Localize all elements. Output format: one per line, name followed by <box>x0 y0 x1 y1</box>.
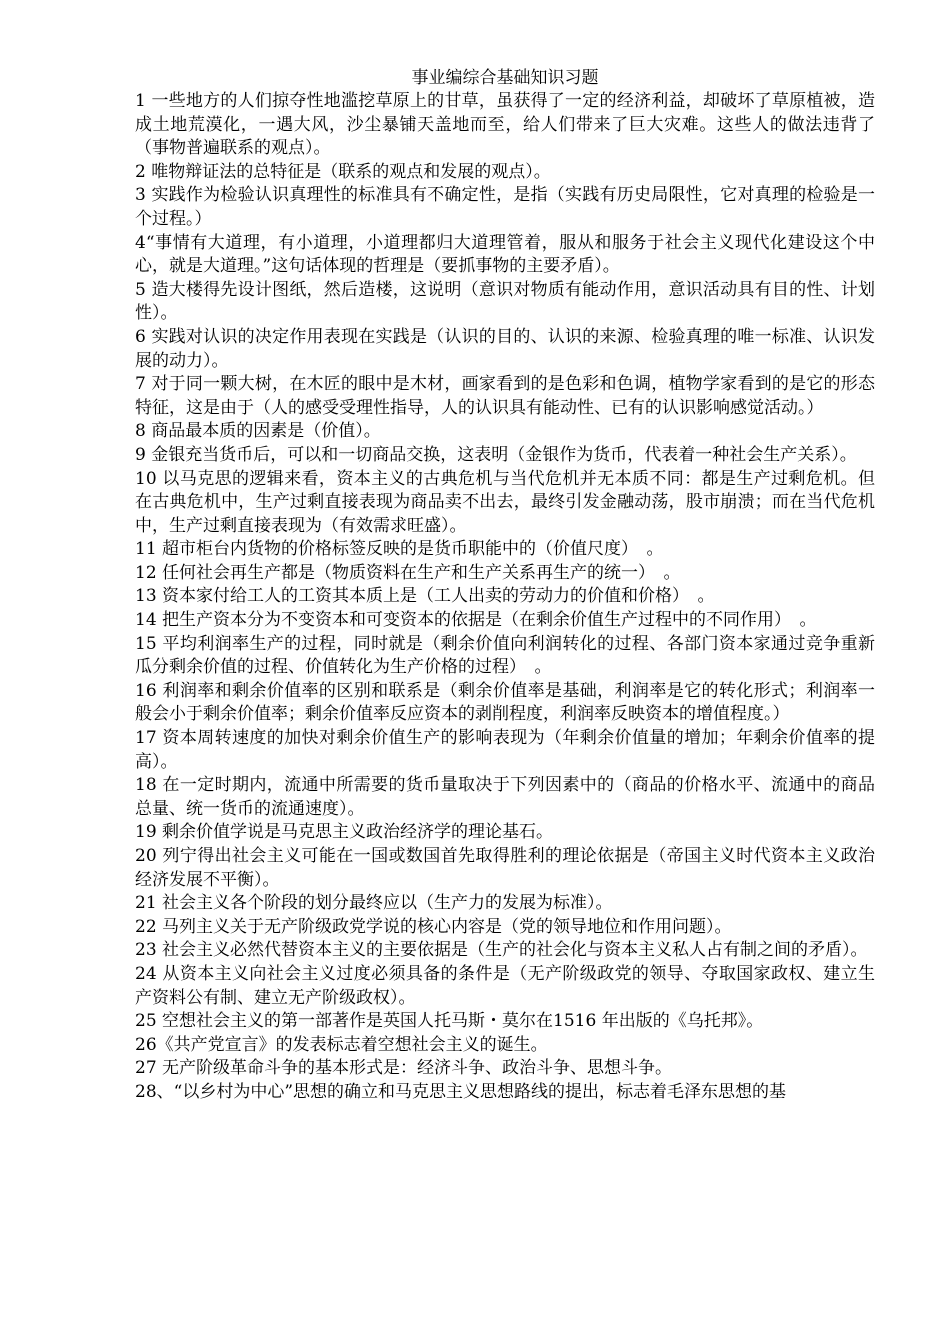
question-12: 12 任何社会再生产都是（物质资料在生产和生产关系再生产的统一） 。 <box>135 562 681 583</box>
question-27: 27 无产阶级革命斗争的基本形式是：经济斗争、政治斗争、思想斗争。 <box>135 1058 673 1079</box>
question-28: 28、“以乡村为中心”思想的确立和马克思主义思想路线的提出，标志着毛泽东思想的基 <box>135 1081 787 1102</box>
question-19: 19 剩余价值学说是马克思主义政治经济学的理论基石。 <box>135 822 554 843</box>
question-7: 7 对于同一颗大树，在木匠的眼中是木材，画家看到的是色彩和色调，植物学家看到的是它的形态特征，这是由于（人的感受受理性指导，人的认识具有能动性、已有的认识影响感觉活动。） <box>135 374 875 418</box>
question-6: 6 实践对认识的决定作用表现在实践是（认识的目的、认识的来源、检验真理的唯一标准、认识发展的动力）。 <box>135 326 875 371</box>
question-17: 17 资本周转速度的加快对剩余价值生产的影响表现为（年剩余价值量的增加；年剩余价值率的提高）。 <box>135 728 875 772</box>
document-page <box>135 66 875 1105</box>
question-25: 25 空想社会主义的第一部著作是英国人托马斯・莫尔在1516 年出版的《乌托邦》。 <box>135 1011 764 1032</box>
question-23: 23 社会主义必然代替资本主义的主要依据是（生产的社会化与资本主义私人占有制之间的矛盾）。 <box>135 940 868 961</box>
question-5: 5 造大楼得先设计图纸，然后造楼，这说明（意识对物质有能动作用，意识活动具有目的性、计划性）。 <box>135 279 875 324</box>
question-21: 21 社会主义各个阶段的划分最终应以（生产力的发展为标准）。 <box>135 893 613 914</box>
question-18: 18 在一定时期内，流通中所需要的货币量取决于下列因素中的（商品的价格水平、流通中的商品总量、统一货币的流通速度）。 <box>135 775 875 819</box>
question-26: 26《共产党宣言》的发表标志着空想社会主义的诞生。 <box>135 1034 548 1055</box>
question-20: 20 列宁得出社会主义可能在一国或数国首先取得胜利的理论依据是（帝国主义时代资本主义政治经济发展不平衡）。 <box>135 846 875 890</box>
question-4: 4“事情有大道理，有小道理，小道理都归大道理管着，服从和服务于社会主义现代化建设这个中心，就是大道理。”这句话体现的哲理是（要抓事物的主要矛盾）。 <box>135 232 875 277</box>
question-16: 16 利润率和剩余价值率的区别和联系是（剩余价值率是基础，利润率是它的转化形式；利润率一般会小于剩余价值率；剩余价值率反应资本的剥削程度，利润率反映资本的增值程度。） <box>135 680 875 725</box>
question-24: 24 从资本主义向社会主义过度必须具备的条件是（无产阶级政党的领导、夺取国家政权、建立生产资料公有制、建立无产阶级政权）。 <box>135 963 875 1008</box>
question-1: 1 一些地方的人们掠夺性地滥挖草原上的甘草，虽获得了一定的经济利益，却破坏了草原植被，造成土地荒漠化，一遇大风，沙尘暴铺天盖地而至，给人们带来了巨大灾难。这些人的做法违背了（事物普遍联系的观点）。 <box>135 91 875 159</box>
question-15: 15 平均利润率生产的过程，同时就是（剩余价值向利润转化的过程、各部门资本家通过竞争重新瓜分剩余价值的过程、价值转化为生产价格的过程） 。 <box>135 633 875 678</box>
question-14: 14 把生产资本分为不变资本和可变资本的依据是（在剩余价值生产过程中的不同作用） 。 <box>135 610 817 631</box>
question-3: 3 实践作为检验认识真理性的标准具有不确定性，是指（实践有历史局限性，它对真理的检验是一个过程。） <box>135 185 875 229</box>
question-13: 13 资本家付给工人的工资其本质上是（工人出卖的劳动力的价值和价格） 。 <box>135 586 715 607</box>
question-9: 9 金银充当货币后，可以和一切商品交换，这表明（金银作为货币，代表着一种社会生产关系）。 <box>135 444 857 465</box>
question-8: 8 商品最本质的因素是（价值）。 <box>135 421 381 442</box>
question-2: 2 唯物辩证法的总特征是（联系的观点和发展的观点）。 <box>135 161 551 182</box>
question-22: 22 马列主义关于无产阶级政党学说的核心内容是（党的领导地位和作用问题）。 <box>135 916 732 937</box>
question-11: 11 超市柜台内货物的价格标签反映的是货币职能中的（价值尺度） 。 <box>135 539 664 560</box>
question-10: 10 以马克思的逻辑来看，资本主义的古典危机与当代危机并无本质不同：都是生产过剩危机。但在古典危机中，生产过剩直接表现为商品卖不出去，最终引发金融动荡，股市崩溃；而在当代危机中，生产过剩直接表现为（有效需求旺盛）。 <box>135 468 875 536</box>
document-title: 事业编综合基础知识习题 <box>411 68 599 88</box>
